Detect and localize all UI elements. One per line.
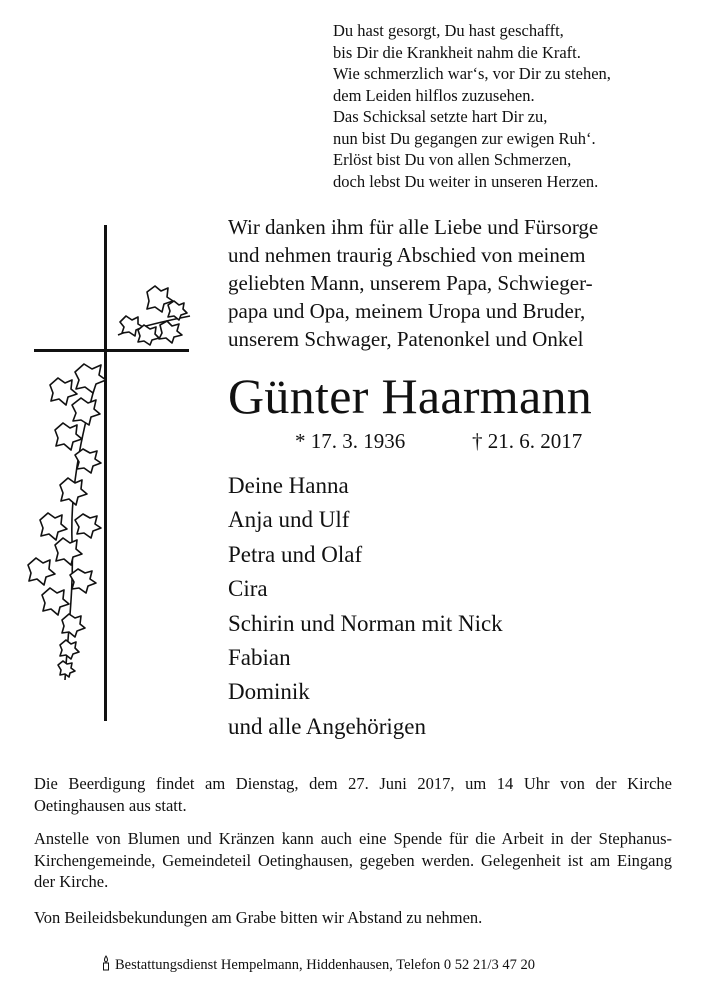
poem-line: Wie schmerzlich war‘s, vor Dir zu stehen,: [333, 64, 611, 83]
death-date: † 21. 6. 2017: [472, 429, 583, 453]
deceased-name: Günter Haarmann: [228, 368, 593, 424]
thanks-line: und nehmen traurig Abschied von meinem: [228, 243, 586, 267]
cross-with-ivy-icon: [0, 0, 230, 740]
poem-line: bis Dir die Krankheit nahm die Kraft.: [333, 42, 581, 62]
poem-line: Das Schicksal setzte hart Dir zu,: [333, 107, 548, 126]
condolences-info: Von Beileidsbekundungen am Grabe bitten wir Abstand zu nehmen.: [34, 908, 483, 927]
poem-line: Du hast gesorgt, Du hast geschafft,: [333, 21, 564, 40]
family-member: Anja und Ulf: [228, 507, 350, 533]
family-list: [228, 469, 698, 744]
family-member: Dominik: [228, 679, 310, 705]
poem-line: doch lebst Du weiter in unseren Herzen.: [333, 171, 599, 191]
poem-line: Erlöst bist Du von allen Schmerzen,: [333, 150, 572, 169]
thanks-line: unserem Schwager, Patenonkel und Onkel: [228, 327, 584, 351]
family-member: Cira: [228, 576, 268, 602]
birth-date: * 17. 3. 1936: [295, 429, 406, 453]
funeral-home-footer: [100, 955, 660, 975]
family-member: Petra und Olaf: [228, 541, 363, 567]
candle-icon: [100, 955, 112, 971]
thanks-text: [228, 213, 698, 353]
poem-line: dem Leiden hilflos zuzusehen.: [333, 85, 535, 105]
funeral-home-text: Bestattungsdienst Hempelmann, Hiddenhausen, Telefon 0 52 21/3 47 20: [115, 957, 535, 973]
family-member: Fabian: [228, 645, 291, 671]
funeral-info: Die Beerdigung findet am Dienstag, dem 27. Juni 2017, um 14 Uhr von der Kirche Oetinghausen aus statt.: [34, 774, 672, 815]
family-member: Schirin und Norman mit Nick: [228, 610, 503, 636]
thanks-line: Wir danken ihm für alle Liebe und Fürsorge: [228, 215, 599, 239]
family-member: Deine Hanna: [228, 473, 349, 498]
thanks-line: geliebten Mann, unserem Papa, Schwieger-: [228, 271, 593, 295]
donation-info: Anstelle von Blumen und Kränzen kann auch eine Spende für die Arbeit in der Stephanus-Kirchengemeinde, Gemeindeteil Oetinghausen, gegeben werden. Gelegenheit ist am Eingang der Kirche.: [34, 829, 672, 891]
poem: [333, 20, 693, 192]
thanks-line: papa und Opa, meinem Uropa und Bruder,: [228, 299, 586, 323]
family-member: und alle Angehörigen: [228, 713, 427, 739]
poem-line: nun bist Du gegangen zur ewigen Ruh‘.: [333, 128, 596, 148]
